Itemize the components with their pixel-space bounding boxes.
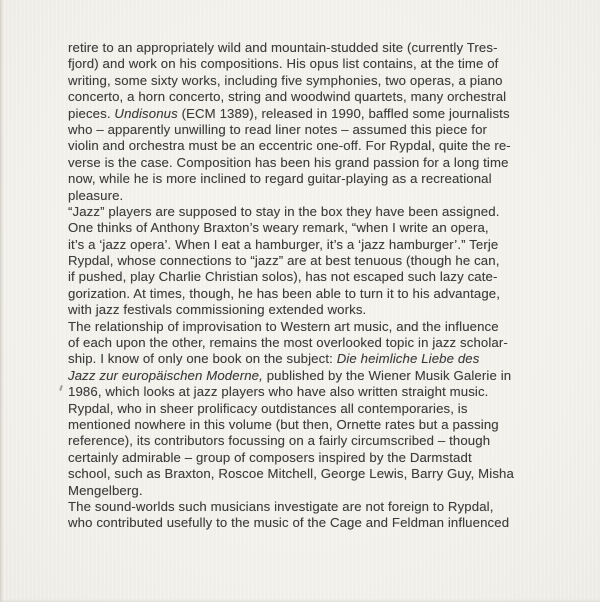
- text-segment: Rypdal, who in sheer prolificacy outdistances all contemporaries, is: [68, 400, 468, 416]
- text-line: [68, 450, 558, 466]
- text-segment: with jazz festivals commissioning extended works.: [68, 302, 367, 318]
- text-segment: now, while he is more inclined to regard guitar-playing as a recreational: [68, 171, 492, 187]
- text-line: [68, 417, 558, 433]
- text-segment: pleasure.: [68, 187, 124, 203]
- text-segment: writing, some sixty works, including five symphonies, two operas, a piano: [68, 72, 503, 88]
- text-line: [68, 351, 558, 367]
- text-segment: of each upon the other, remains the most overlooked topic in jazz scholar-: [68, 335, 508, 351]
- text-segment: The sound-worlds such musicians investigate are not foreign to Rypdal,: [68, 498, 494, 514]
- text-line: [68, 515, 558, 531]
- text-segment: who – apparently unwilling to read liner notes – assumed this piece for: [68, 121, 488, 137]
- text-line: [68, 73, 558, 89]
- text-line: [68, 188, 558, 204]
- text-line: [68, 106, 558, 122]
- text-line: [68, 204, 558, 220]
- text-segment: The relationship of improvisation to Western art music, and the influence: [68, 318, 499, 334]
- text-line: [68, 319, 558, 335]
- text-segment: 1986, which looks at jazz players who have also written straight music.: [68, 384, 489, 400]
- text-segment: pieces.: [68, 105, 115, 121]
- text-segment: Mengelberg.: [68, 482, 143, 498]
- text-line: [68, 40, 558, 56]
- page-text: [68, 40, 558, 532]
- text-segment: verse is the case. Composition has been his grand passion for a long time: [68, 154, 509, 170]
- text-segment: concerto, a horn concerto, string and woodwind quartets, many orchestral: [68, 89, 507, 105]
- scan-edge-shadow-left: [0, 0, 4, 602]
- text-segment: Die heimliche Liebe des: [336, 351, 480, 367]
- text-segment: (ECM 1389), released in 1990, baffled some journalists: [177, 105, 510, 121]
- scan-speck-artifact: [59, 385, 63, 391]
- text-line: [68, 253, 558, 269]
- text-segment: mentioned nowhere in this volume (but then, Ornette rates but a passing: [68, 416, 499, 432]
- text-segment: Rypdal, whose connections to “jazz” are at best tenuous (though he can,: [68, 253, 500, 269]
- text-segment: retire to an appropriately wild and mountain-studded site (currently Tres-: [68, 40, 498, 55]
- text-segment: certainly admirable – group of composers inspired by the Darmstadt: [68, 449, 472, 465]
- text-segment: “Jazz” players are supposed to stay in the box they have been assigned.: [68, 203, 500, 219]
- text-line: [68, 56, 558, 72]
- text-segment: One thinks of Anthony Braxton’s weary remark, “when I write an opera,: [68, 220, 489, 236]
- text-segment: school, such as Braxton, Roscoe Mitchell, George Lewis, Barry Guy, Misha: [68, 466, 514, 482]
- text-segment: Jazz zur europäischen Moderne,: [68, 367, 263, 383]
- text-line: [68, 237, 558, 253]
- text-line: [68, 466, 558, 482]
- text-segment: who contributed usefully to the music of the Cage and Feldman influenced: [68, 515, 510, 531]
- text-line: [68, 138, 558, 154]
- text-line: [68, 433, 558, 449]
- text-line: [68, 155, 558, 171]
- text-segment: violin and orchestra must be an eccentric one-off. For Rypdal, quite the re-: [68, 138, 511, 154]
- text-segment: if pushed, play Charlie Christian solos), has not escaped such lazy cate-: [68, 269, 498, 285]
- text-line: [68, 368, 558, 384]
- text-line: [68, 286, 558, 302]
- text-segment: published by the Wiener Musik Galerie in: [262, 367, 512, 383]
- text-line: [68, 499, 558, 515]
- text-segment: it’s a ‘jazz opera’. When I eat a hamburger, it’s a ‘jazz hamburger’.” Terje: [68, 236, 499, 252]
- text-segment: fjord) and work on his compositions. His opus list contains, at the time of: [68, 56, 499, 72]
- text-line: [68, 335, 558, 351]
- text-line: [68, 384, 558, 400]
- text-line: [68, 302, 558, 318]
- text-line: [68, 269, 558, 285]
- text-segment: Undisonus: [114, 105, 178, 121]
- text-line: [68, 401, 558, 417]
- text-line: [68, 483, 558, 499]
- text-line: [68, 220, 558, 236]
- text-line: [68, 122, 558, 138]
- text-segment: reference), its contributors focussing on a fairly circumscribed – though: [68, 433, 491, 449]
- text-line: [68, 89, 558, 105]
- text-line: [68, 171, 558, 187]
- text-segment: ship. I know of only one book on the subject:: [68, 351, 337, 367]
- text-segment: gorization. At times, though, he has been able to turn it to his advantage,: [68, 285, 501, 301]
